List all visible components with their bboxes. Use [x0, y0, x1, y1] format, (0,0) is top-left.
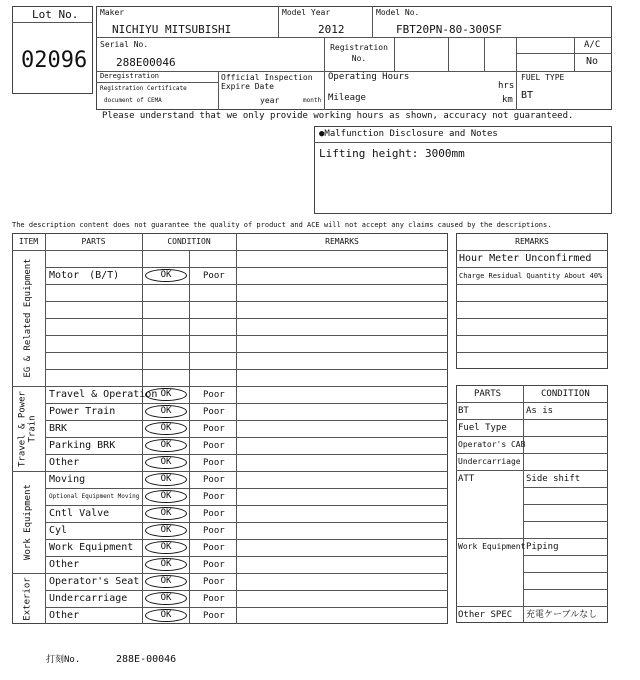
- ok-circle[interactable]: OK: [145, 507, 187, 520]
- poor-option[interactable]: Poor: [203, 560, 225, 570]
- ok-circle[interactable]: OK: [145, 422, 187, 435]
- part-name: Other: [49, 559, 80, 570]
- remark-line: Charge Residual Quantity About 40%: [459, 272, 603, 280]
- part-name: Work Equipment: [49, 542, 134, 553]
- registration-label: Registration No.: [330, 43, 388, 63]
- poor-option[interactable]: Poor: [203, 509, 225, 519]
- right-part-name: Fuel Type: [458, 423, 507, 433]
- right-condition-header: CONDITION: [541, 389, 590, 399]
- poor-option[interactable]: Poor: [203, 424, 225, 434]
- ok-circle[interactable]: OK: [145, 490, 187, 503]
- serial-label: Serial No.: [100, 40, 149, 49]
- stamp-label: 打刻No.: [46, 655, 81, 665]
- km-unit: km: [502, 95, 513, 105]
- ac-value: No: [586, 56, 599, 67]
- maker-value: NICHIYU MITSUBISHI: [112, 23, 232, 36]
- ok-circle[interactable]: OK: [145, 456, 187, 469]
- inspection-label: Official Inspection Expire Date: [221, 73, 313, 91]
- poor-option[interactable]: Poor: [203, 407, 225, 417]
- year-label: year: [260, 96, 280, 105]
- part-name: Cntl Valve: [49, 508, 110, 519]
- right-part-name: Other SPEC: [458, 610, 513, 620]
- dereg-label: Deregistration: [100, 72, 160, 80]
- right-part-name: ATT: [458, 474, 475, 484]
- right-remarks-title: REMARKS: [515, 237, 549, 246]
- ok-circle[interactable]: OK: [145, 609, 187, 622]
- poor-option[interactable]: Poor: [203, 526, 225, 536]
- ok-circle[interactable]: OK: [145, 558, 187, 571]
- remark-line: Hour Meter Unconfirmed: [459, 253, 592, 264]
- parts-header: PARTS: [81, 237, 106, 246]
- hrs-unit: hrs: [498, 81, 515, 91]
- poor-option[interactable]: Poor: [203, 390, 225, 400]
- part-name: Motor (B/T): [49, 270, 120, 281]
- poor-option[interactable]: Poor: [203, 543, 225, 553]
- right-part-name: BT: [458, 406, 469, 416]
- part-name: Travel & Operation: [49, 389, 158, 400]
- part-name: Undercarriage: [49, 593, 128, 604]
- poor-option[interactable]: Poor: [203, 475, 225, 485]
- part-name: Other: [49, 457, 80, 468]
- part-name: Cyl: [49, 525, 68, 536]
- right-part-name: Operator's CAB: [458, 440, 526, 449]
- right-parts-header: PARTS: [474, 389, 502, 399]
- right-part-condition: Piping: [526, 542, 559, 552]
- right-part-condition: Side shift: [526, 474, 581, 484]
- malfunction-text: Lifting height: 3000mm: [319, 147, 465, 160]
- item-header: ITEM: [18, 237, 39, 246]
- poor-option[interactable]: Poor: [203, 271, 225, 281]
- part-name: Other: [49, 610, 80, 621]
- disclaimer: The description content does not guarantee the quality of product and ACE will not accept any claims caused by the descriptions.: [12, 221, 552, 229]
- part-name: Operator's Seat: [49, 576, 140, 587]
- ok-circle[interactable]: OK: [145, 269, 187, 282]
- part-name: Moving: [49, 474, 86, 485]
- remarks-header: REMARKS: [325, 237, 359, 246]
- poor-option[interactable]: Poor: [203, 492, 225, 502]
- ok-circle[interactable]: OK: [145, 439, 187, 452]
- group-label: Exterior: [22, 576, 33, 621]
- right-part-name: Undercarriage: [458, 457, 521, 466]
- model-year-value: 2012: [318, 23, 345, 36]
- month-label: month: [303, 97, 322, 104]
- part-name: Power Train: [49, 406, 116, 417]
- poor-option[interactable]: Poor: [203, 577, 225, 587]
- fuel-type-label: FUEL TYPE: [521, 73, 565, 82]
- dereg-sub2: document of CEMA: [104, 97, 162, 104]
- right-part-condition: As is: [526, 406, 554, 416]
- group-label: EG & Related Equipment: [22, 258, 33, 378]
- poor-option[interactable]: Poor: [203, 594, 225, 604]
- lot-label: Lot No.: [32, 8, 79, 21]
- ok-circle[interactable]: OK: [145, 473, 187, 486]
- stamp-value: 288E-00046: [116, 654, 177, 665]
- ac-label: A/C: [584, 40, 601, 50]
- poor-option[interactable]: Poor: [203, 611, 225, 621]
- model-no-value: FBT20PN-80-300SF: [396, 23, 502, 36]
- group-label: Work Equipment: [22, 484, 33, 560]
- ok-circle[interactable]: OK: [145, 575, 187, 588]
- condition-header: CONDITION: [167, 237, 211, 246]
- mileage-label: Mileage: [328, 93, 366, 103]
- poor-option[interactable]: Poor: [203, 441, 225, 451]
- ok-circle[interactable]: OK: [145, 388, 187, 401]
- right-part-name: Work Equipment: [458, 542, 526, 551]
- malfunction-title: ●Malfunction Disclosure and Notes: [319, 129, 498, 139]
- ok-circle[interactable]: OK: [145, 405, 187, 418]
- model-no-label: Model No.: [376, 8, 420, 17]
- ok-circle[interactable]: OK: [145, 524, 187, 537]
- part-name: Parking BRK: [49, 440, 116, 451]
- maker-label: Maker: [100, 8, 125, 17]
- serial-value: 288E00046: [116, 56, 176, 69]
- hours-notice: Please understand that we only provide working hours as shown, accuracy not guaranteed.: [102, 111, 574, 121]
- model-year-label: Model Year: [282, 8, 331, 17]
- fuel-type-value: BT: [521, 90, 534, 101]
- dereg-sub1: Registration Certificate: [100, 85, 187, 92]
- malfunction-box: [314, 126, 612, 214]
- right-part-condition: 充電ケーブルなし: [526, 610, 598, 620]
- operating-hours-label: Operating Hours: [328, 72, 410, 82]
- ok-circle[interactable]: OK: [145, 592, 187, 605]
- lot-number: 02096: [21, 48, 88, 73]
- part-name: Optional Equipment Moving: [49, 493, 140, 500]
- part-name: BRK: [49, 423, 68, 434]
- group-label: Travel & Power Train: [17, 390, 38, 467]
- ok-circle[interactable]: OK: [145, 541, 187, 554]
- poor-option[interactable]: Poor: [203, 458, 225, 468]
